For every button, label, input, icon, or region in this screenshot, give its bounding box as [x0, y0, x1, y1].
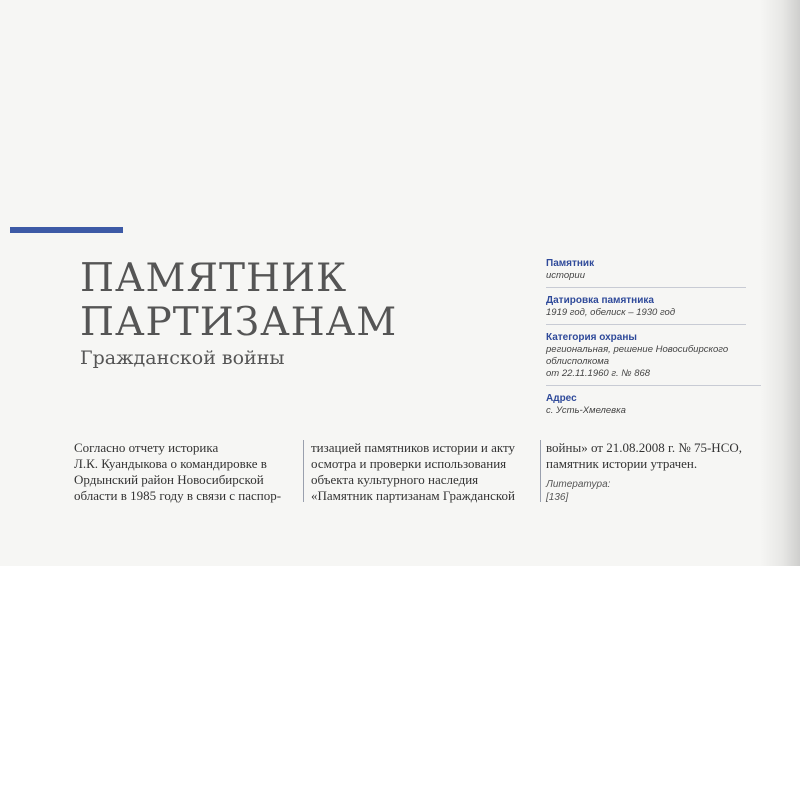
text-line: памятник истории утрачен. [546, 456, 698, 471]
accent-bar [10, 227, 123, 233]
info-label: Датировка памятника [546, 295, 654, 306]
column-divider [303, 440, 304, 502]
text-line: Согласно отчету историка [74, 440, 219, 455]
info-value: 1919 год, обелиск – 1930 год [546, 307, 676, 318]
text-line: «Памятник партизанам Гражданской [311, 488, 516, 503]
text-line: Ордынский район Новосибирской [74, 472, 264, 487]
text-line: тизацией памятников истории и акту [311, 440, 516, 455]
info-value: от 22.11.1960 г. № 868 [546, 368, 651, 379]
subtitle: Гражданской войны [80, 347, 285, 369]
text-column-3 [540, 440, 766, 504]
info-label: Памятник [546, 258, 595, 269]
info-value: региональная, решение Новосибирского облисполкома [546, 344, 729, 367]
info-item-protection [546, 331, 761, 386]
info-item-address [546, 392, 746, 422]
title-line-1: ПАМЯТНИК [80, 256, 348, 301]
page-edge-shadow [760, 0, 800, 566]
info-item-type [546, 257, 746, 288]
info-label: Адрес [546, 393, 577, 404]
text-line: области в 1985 году в связи с паспор- [74, 488, 282, 503]
text-line: Л.К. Куандыкова о командировке в [74, 456, 267, 471]
info-value: с. Усть-Хмелевка [546, 405, 626, 416]
info-item-dating [546, 294, 746, 325]
literature-label: Литература: [546, 479, 611, 490]
title-block [80, 257, 520, 370]
literature-ref: [136] [546, 492, 569, 503]
info-panel [546, 257, 766, 428]
text-column-2 [305, 440, 536, 504]
text-line: объекта культурного наследия [311, 472, 479, 487]
text-line: войны» от 21.08.2008 г. № 75-НСО, [546, 440, 743, 455]
info-label: Категория охраны [546, 332, 637, 343]
info-value: истории [546, 270, 585, 281]
title-line-2: ПАРТИЗАНАМ [80, 300, 398, 345]
text-column-1 [74, 440, 294, 504]
text-line: осмотра и проверки использования [311, 456, 507, 471]
